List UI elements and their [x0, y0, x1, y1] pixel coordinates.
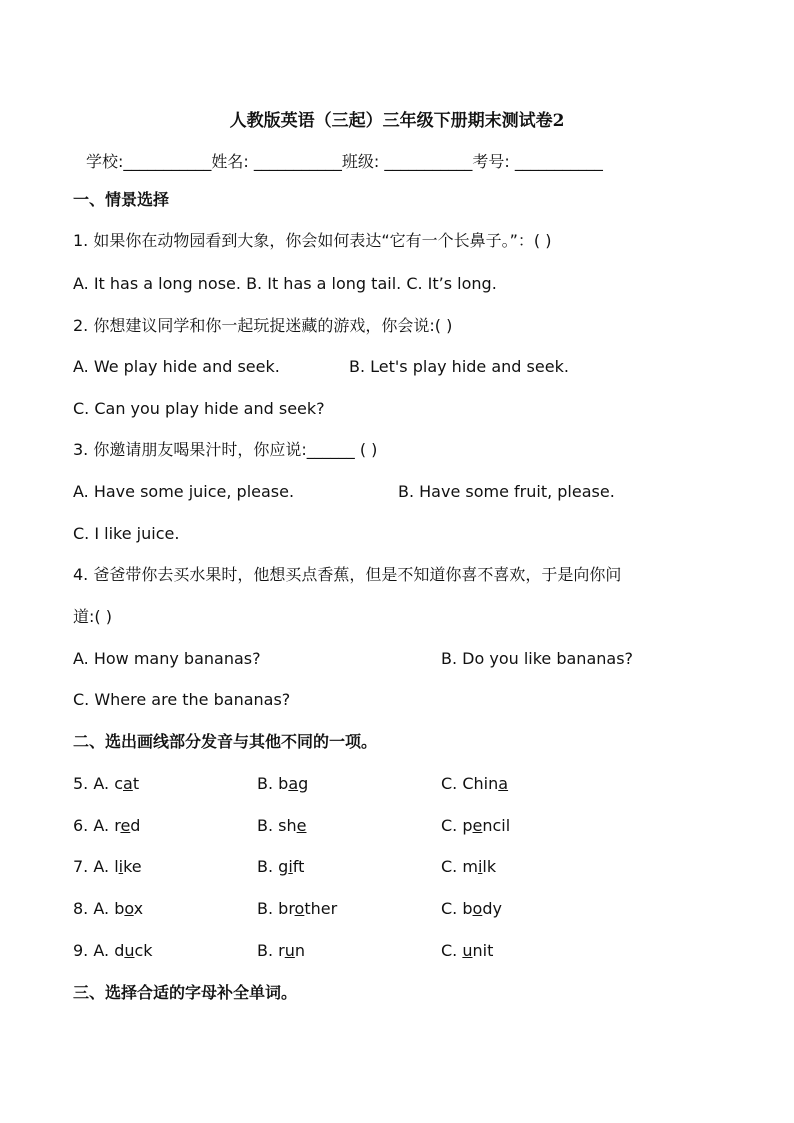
phonics-row	[73, 774, 139, 794]
student-info-line: 学校:___________姓名: ___________班级: ___________考号: ___________	[86, 152, 603, 171]
phonics-row	[73, 816, 140, 836]
question-number: 9. A.	[73, 941, 110, 960]
phonics-row	[73, 857, 142, 877]
phonics-row	[73, 941, 153, 961]
q3-option-b: B. Have some fruit, please.	[398, 482, 615, 501]
word-a: box	[114, 899, 144, 918]
page-title: 人教版英语（三起）三年级下册期末测试卷2	[229, 111, 565, 131]
word-a: like	[114, 857, 142, 876]
q4-option-a: A. How many bananas?	[73, 649, 261, 668]
section2-heading: 二、选出画线部分发音与其他不同的一项。	[73, 732, 378, 751]
section1-heading: 一、情景选择	[73, 190, 170, 209]
word-b: B. gift	[257, 857, 305, 876]
q2-option-b: B. Let's play hide and seek.	[349, 357, 569, 376]
question-number: 5. A.	[73, 774, 110, 793]
section3-heading: 三、选择合适的字母补全单词。	[73, 983, 298, 1002]
word-c: C. pencil	[441, 816, 511, 835]
q1-stem: 1. 如果你在动物园看到大象，你会如何表达“它有一个长鼻子。”：( )	[73, 231, 552, 250]
q3-option-c: C. I like juice.	[73, 524, 180, 543]
word-c: C. milk	[441, 857, 497, 876]
q1-options: A. It has a long nose. B. It has a long tail. C. It’s long.	[73, 274, 497, 293]
q3-option-a: A. Have some juice, please.	[73, 482, 295, 501]
question-number: 6. A.	[73, 816, 110, 835]
q2-option-a: A. We play hide and seek.	[73, 357, 280, 376]
q4-stem-line1: 4. 爸爸带你去买水果时，他想买点香蕉，但是不知道你喜不喜欢，于是向你问	[73, 565, 622, 584]
word-c: C. unit	[441, 941, 494, 960]
q4-stem-line2: 道:( )	[73, 607, 112, 626]
word-c: C. body	[441, 899, 502, 918]
word-b: B. run	[257, 941, 306, 960]
q3-stem: 3. 你邀请朋友喝果汁时，你应说:______ ( )	[73, 440, 378, 459]
q2-option-c: C. Can you play hide and seek?	[73, 399, 325, 418]
word-c: C. China	[441, 774, 509, 793]
q4-option-b: B. Do you like bananas?	[441, 649, 634, 668]
question-number: 8. A.	[73, 899, 110, 918]
phonics-row	[73, 899, 143, 919]
word-a: red	[114, 816, 141, 835]
word-a: duck	[114, 941, 153, 960]
question-number: 7. A.	[73, 857, 110, 876]
q2-stem: 2. 你想建议同学和你一起玩捉迷藏的游戏，你会说:( )	[73, 316, 453, 335]
word-a: cat	[114, 774, 140, 793]
word-b: B. she	[257, 816, 307, 835]
word-b: B. bag	[257, 774, 309, 793]
word-b: B. brother	[257, 899, 338, 918]
q4-option-c: C. Where are the bananas?	[73, 690, 291, 709]
